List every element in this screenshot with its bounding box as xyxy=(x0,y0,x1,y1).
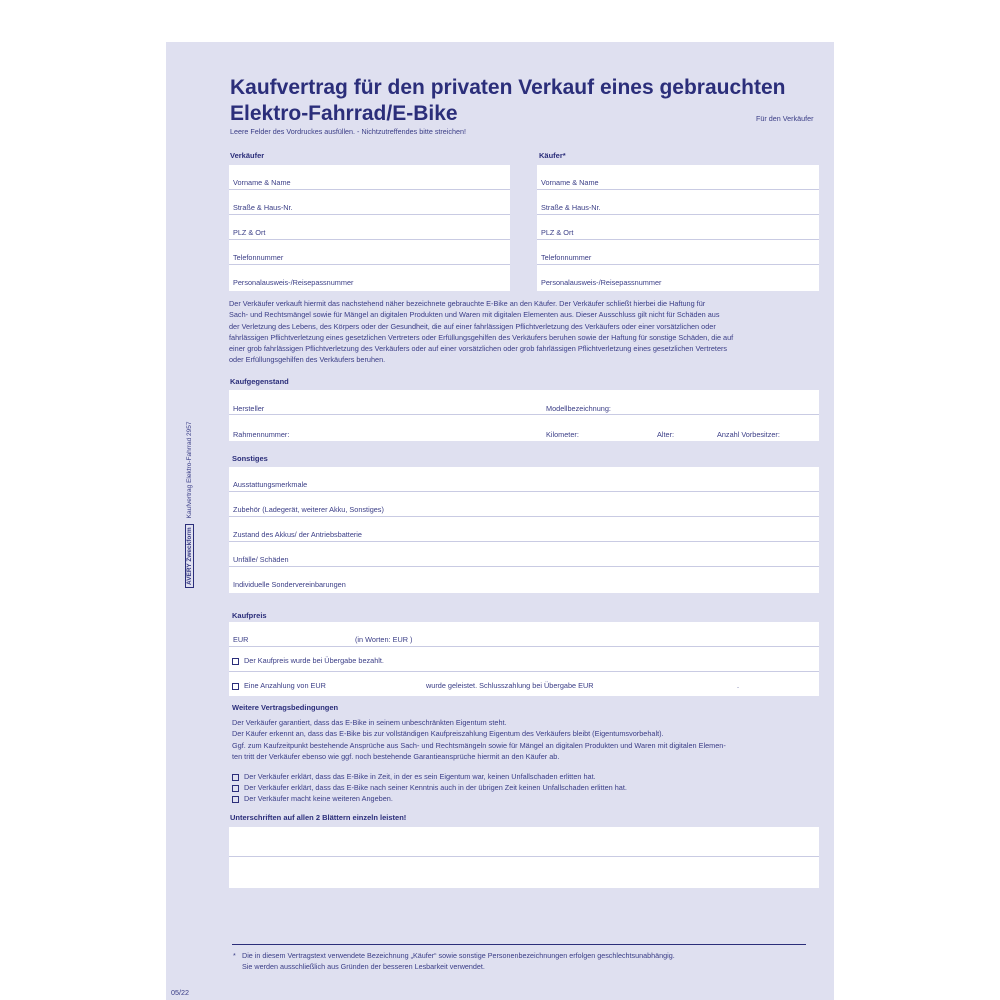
field-label: Vorname & Name xyxy=(541,178,599,187)
kilometers-field[interactable]: Kilometer: xyxy=(546,430,579,439)
deposit-option[interactable] xyxy=(232,681,326,690)
price-currency: EUR xyxy=(233,635,249,644)
buyer-name-field[interactable] xyxy=(537,165,819,190)
footnote-rule xyxy=(232,944,806,945)
footnote-marker: * xyxy=(233,951,236,960)
no-accident-other-time-option[interactable] xyxy=(232,783,627,792)
signature-box xyxy=(229,827,819,888)
signature-field[interactable] xyxy=(229,827,819,857)
object-box xyxy=(229,390,819,441)
form-instruction: Leere Felder des Vordruckes ausfüllen. - Nichtzutreffendes bitte streichen! xyxy=(230,127,466,136)
field-label: Vorname & Name xyxy=(233,178,291,187)
price-box xyxy=(229,622,819,696)
option-label: Der Verkäufer erklärt, dass das E-Bike in Zeit, in der es sein Eigentum war, keinen Unfallschaden erlitten hat. xyxy=(244,772,596,781)
buyer-street-field[interactable] xyxy=(537,190,819,215)
option-label: Eine Anzahlung von EUR xyxy=(244,681,326,690)
no-further-statements-option[interactable] xyxy=(232,794,393,803)
paragraph-line: einer grob fahrlässigen Pflichtverletzung des Verkäufers oder auf einer vorsätzlichen oder grob fahrlässigen Pflichtverletzung eines gesetzlichen Vertreters xyxy=(229,344,728,354)
deposit-option-rest: wurde geleistet. Schlusszahlung bei Übergabe EUR xyxy=(426,681,594,690)
form-title-line1: Kaufvertrag für den privaten Verkauf eines gebrauchten xyxy=(230,76,786,99)
equipment-field[interactable] xyxy=(229,467,819,492)
product-sidebar xyxy=(185,421,194,588)
paragraph-line: Der Käufer erkennt an, dass das E-Bike bis zur vollständigen Kaufpreiszahlung Eigentum des Verkäufers bleibt (Eigentumsvorbehalt). xyxy=(232,729,664,739)
field-label: PLZ & Ort xyxy=(233,228,266,237)
object-row-1 xyxy=(229,390,819,415)
buyer-phone-field[interactable] xyxy=(537,240,819,265)
manufacturer-field[interactable]: Hersteller xyxy=(233,404,265,413)
seller-name-field[interactable] xyxy=(229,165,510,190)
paragraph-line: Der Verkäufer garantiert, dass das E-Bike in seinem unbeschränkten Eigentum steht. xyxy=(232,718,507,727)
footnote-line1: Die in diesem Vertragstext verwendete Bezeichnung „Käufer“ sowie sonstige Personenbezeichnungen erfolgen geschlechtsunabhängig. xyxy=(242,951,675,960)
signatures-heading: Unterschriften auf allen 2 Blättern einzeln leisten! xyxy=(230,813,407,822)
paragraph-line: Sach- und Rechtsmängel sowie für Mängel an digitalen Produkten und Waren mit digitalen Elementen aus. Dieser Ausschluss gilt nicht für Schäden aus xyxy=(229,310,720,320)
field-label: Zubehör (Ladegerät, weiterer Akku, Sonstiges) xyxy=(233,505,384,514)
field-label: Straße & Haus-Nr. xyxy=(541,203,601,212)
paid-at-handover-option[interactable] xyxy=(232,656,384,665)
terms-paragraph xyxy=(232,717,819,762)
accessories-field[interactable] xyxy=(229,492,819,517)
field-label: Telefonnummer xyxy=(233,253,284,262)
field-label: Personalausweis-/Reisepassnummer xyxy=(233,278,354,287)
footnote-line2: Sie werden ausschließlich aus Gründen der besseren Lesbarkeit verwendet. xyxy=(242,962,485,971)
no-accident-own-time-option[interactable] xyxy=(232,772,596,781)
price-option-row-2 xyxy=(229,672,819,696)
field-label: Individuelle Sondervereinbarungen xyxy=(233,580,346,589)
price-in-words: (in Worten: EUR ) xyxy=(355,635,413,644)
other-heading: Sonstiges xyxy=(232,454,268,463)
checkbox[interactable] xyxy=(232,658,239,665)
field-label: Straße & Haus-Nr. xyxy=(233,203,293,212)
buyer-id-field[interactable] xyxy=(537,265,819,291)
model-field[interactable]: Modellbezeichnung: xyxy=(546,404,611,413)
option-label: Der Verkäufer macht keine weiteren Angeben. xyxy=(244,794,393,803)
object-heading: Kaufgegenstand xyxy=(230,377,289,386)
field-label: Unfälle/ Schäden xyxy=(233,555,289,564)
signature-field[interactable] xyxy=(229,857,819,888)
battery-condition-field[interactable] xyxy=(229,517,819,542)
price-amount-row[interactable] xyxy=(229,622,819,647)
field-label: Personalausweis-/Reisepassnummer xyxy=(541,278,662,287)
checkbox[interactable] xyxy=(232,774,239,781)
other-box xyxy=(229,467,819,593)
checkbox[interactable] xyxy=(232,796,239,803)
paragraph-line: ten tritt der Verkäufer ebenso wie ggf. noch bestehende Garantieansprüche hiermit an den Käufer ab. xyxy=(232,751,560,761)
liability-paragraph xyxy=(229,298,819,366)
seller-id-field[interactable] xyxy=(229,265,510,291)
deposit-option-end: . xyxy=(737,681,740,690)
checkbox[interactable] xyxy=(232,683,239,690)
checkbox[interactable] xyxy=(232,785,239,792)
avery-logo: AVERY Zweckform xyxy=(185,524,194,588)
price-option-row-1 xyxy=(229,647,819,672)
paragraph-line: der Verletzung des Lebens, des Körpers oder der Gesundheit, die auf einer fahrlässigen Pflichtverletzung des Verkäufers oder einer vorsätzlichen oder xyxy=(229,321,716,331)
product-name: Kaufvertrag Elektro-Fahrrad 2957 xyxy=(186,421,193,519)
paragraph-line: oder Erfüllungsgehilfen des Verkäufers beruhen. xyxy=(229,355,386,365)
seller-heading: Verkäufer xyxy=(230,151,265,160)
field-label: PLZ & Ort xyxy=(541,228,574,237)
age-field[interactable]: Alter: xyxy=(657,430,675,439)
previous-owners-field[interactable]: Anzahl Vorbesitzer: xyxy=(717,430,780,439)
object-row-2 xyxy=(229,415,819,441)
option-label: Der Verkäufer erklärt, dass das E-Bike nach seiner Kenntnis auch in der übrigen Zeit keinen Unfallschaden erlitten hat. xyxy=(244,783,627,792)
paragraph-line: Der Verkäufer verkauft hiermit das nachstehend näher bezeichnete gebrauchte E-Bike an den Käufer. Der Verkäufer schließt hierbei die Haftung für xyxy=(229,299,706,308)
seller-box xyxy=(229,165,510,291)
field-label: Telefonnummer xyxy=(541,253,592,262)
paragraph-line: Ggf. zum Kaufzeitpunkt bestehende Ansprüche aus Sach- und Rechtsmängeln sowie für Mängel an digitalen Produkten und Waren mit digitalen Elemen- xyxy=(232,740,726,750)
seller-street-field[interactable] xyxy=(229,190,510,215)
accidents-field[interactable] xyxy=(229,542,819,567)
field-label: Zustand des Akkus/ der Antriebsbatterie xyxy=(233,530,362,539)
special-agreements-field[interactable] xyxy=(229,567,819,593)
seller-city-field[interactable] xyxy=(229,215,510,240)
seller-phone-field[interactable] xyxy=(229,240,510,265)
form-title-line2: Elektro-Fahrrad/E-Bike xyxy=(230,102,458,125)
version-code: 05/22 xyxy=(171,988,189,997)
paragraph-line: fahrlässigen Pflichtverletzung eines gesetzlichen Vertreters oder Erfüllungsgehilfen des Verkäufers beruhen sowie der Haftung für sonstige Schäden, die auf xyxy=(229,332,734,342)
field-label: Ausstattungsmerkmale xyxy=(233,480,308,489)
price-heading: Kaufpreis xyxy=(232,611,267,620)
frame-number-field[interactable]: Rahmennummer: xyxy=(233,430,290,439)
buyer-heading: Käufer* xyxy=(539,151,566,160)
buyer-box xyxy=(537,165,819,291)
buyer-city-field[interactable] xyxy=(537,215,819,240)
option-label: Der Kaufpreis wurde bei Übergabe bezahlt. xyxy=(244,656,384,665)
terms-heading: Weitere Vertragsbedingungen xyxy=(232,703,339,712)
copy-label: Für den Verkäufer xyxy=(756,114,814,123)
